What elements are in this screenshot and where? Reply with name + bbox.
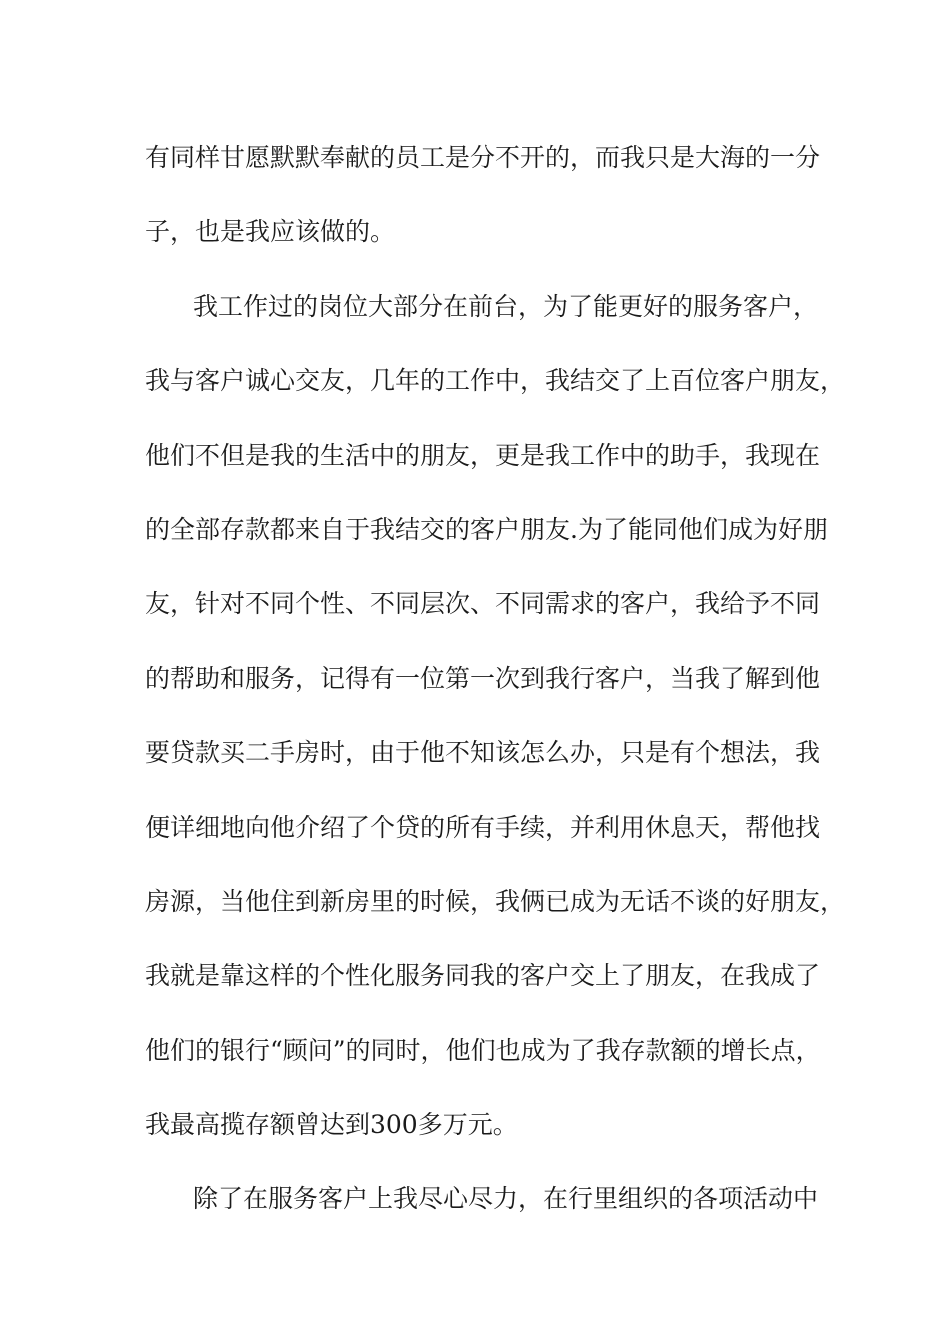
text-line-8: 的帮助和服务，记得有一位第一次到我行客户，当我了解到他 — [145, 663, 821, 693]
body-text — [145, 128, 846, 1244]
text-line-7: 友，针对不同个性、不同层次、不同需求的客户，我给予不同 — [145, 589, 821, 619]
text-line-15: 除了在服务客户上我尽心尽力，在行里组织的各项活动中 — [193, 1184, 819, 1214]
text-line-14: 我最高揽存额曾达到300多万元。 — [145, 1110, 518, 1140]
text-line-11: 房源，当他住到新房里的时候，我俩已成为无话不谈的好朋友， — [145, 886, 846, 916]
text-line-13: 他们的银行“顾问”的同时，他们也成为了我存款额的增长点， — [145, 1035, 821, 1065]
text-line-4: 我与客户诚心交友，几年的工作中，我结交了上百位客户朋友， — [145, 366, 846, 396]
text-line-5: 他们不但是我的生活中的朋友，更是我工作中的助手，我现在 — [145, 440, 821, 470]
text-line-10: 便详细地向他介绍了个贷的所有手续，并利用休息天，帮他找 — [145, 812, 821, 842]
text-line-2: 子，也是我应该做的。 — [145, 217, 396, 247]
text-line-9: 要贷款买二手房时，由于他不知该怎么办，只是有个想法，我 — [145, 738, 821, 768]
text-line-3: 我工作过的岗位大部分在前台，为了能更好的服务客户， — [193, 291, 819, 321]
text-line-6: 的全部存款都来自于我结交的客户朋友.为了能同他们成为好朋 — [145, 514, 828, 544]
text-line-12: 我就是靠这样的个性化服务同我的客户交上了朋友，在我成了 — [145, 961, 821, 991]
text-line-1: 有同样甘愿默默奉献的员工是分不开的，而我只是大海的一分 — [145, 143, 821, 172]
